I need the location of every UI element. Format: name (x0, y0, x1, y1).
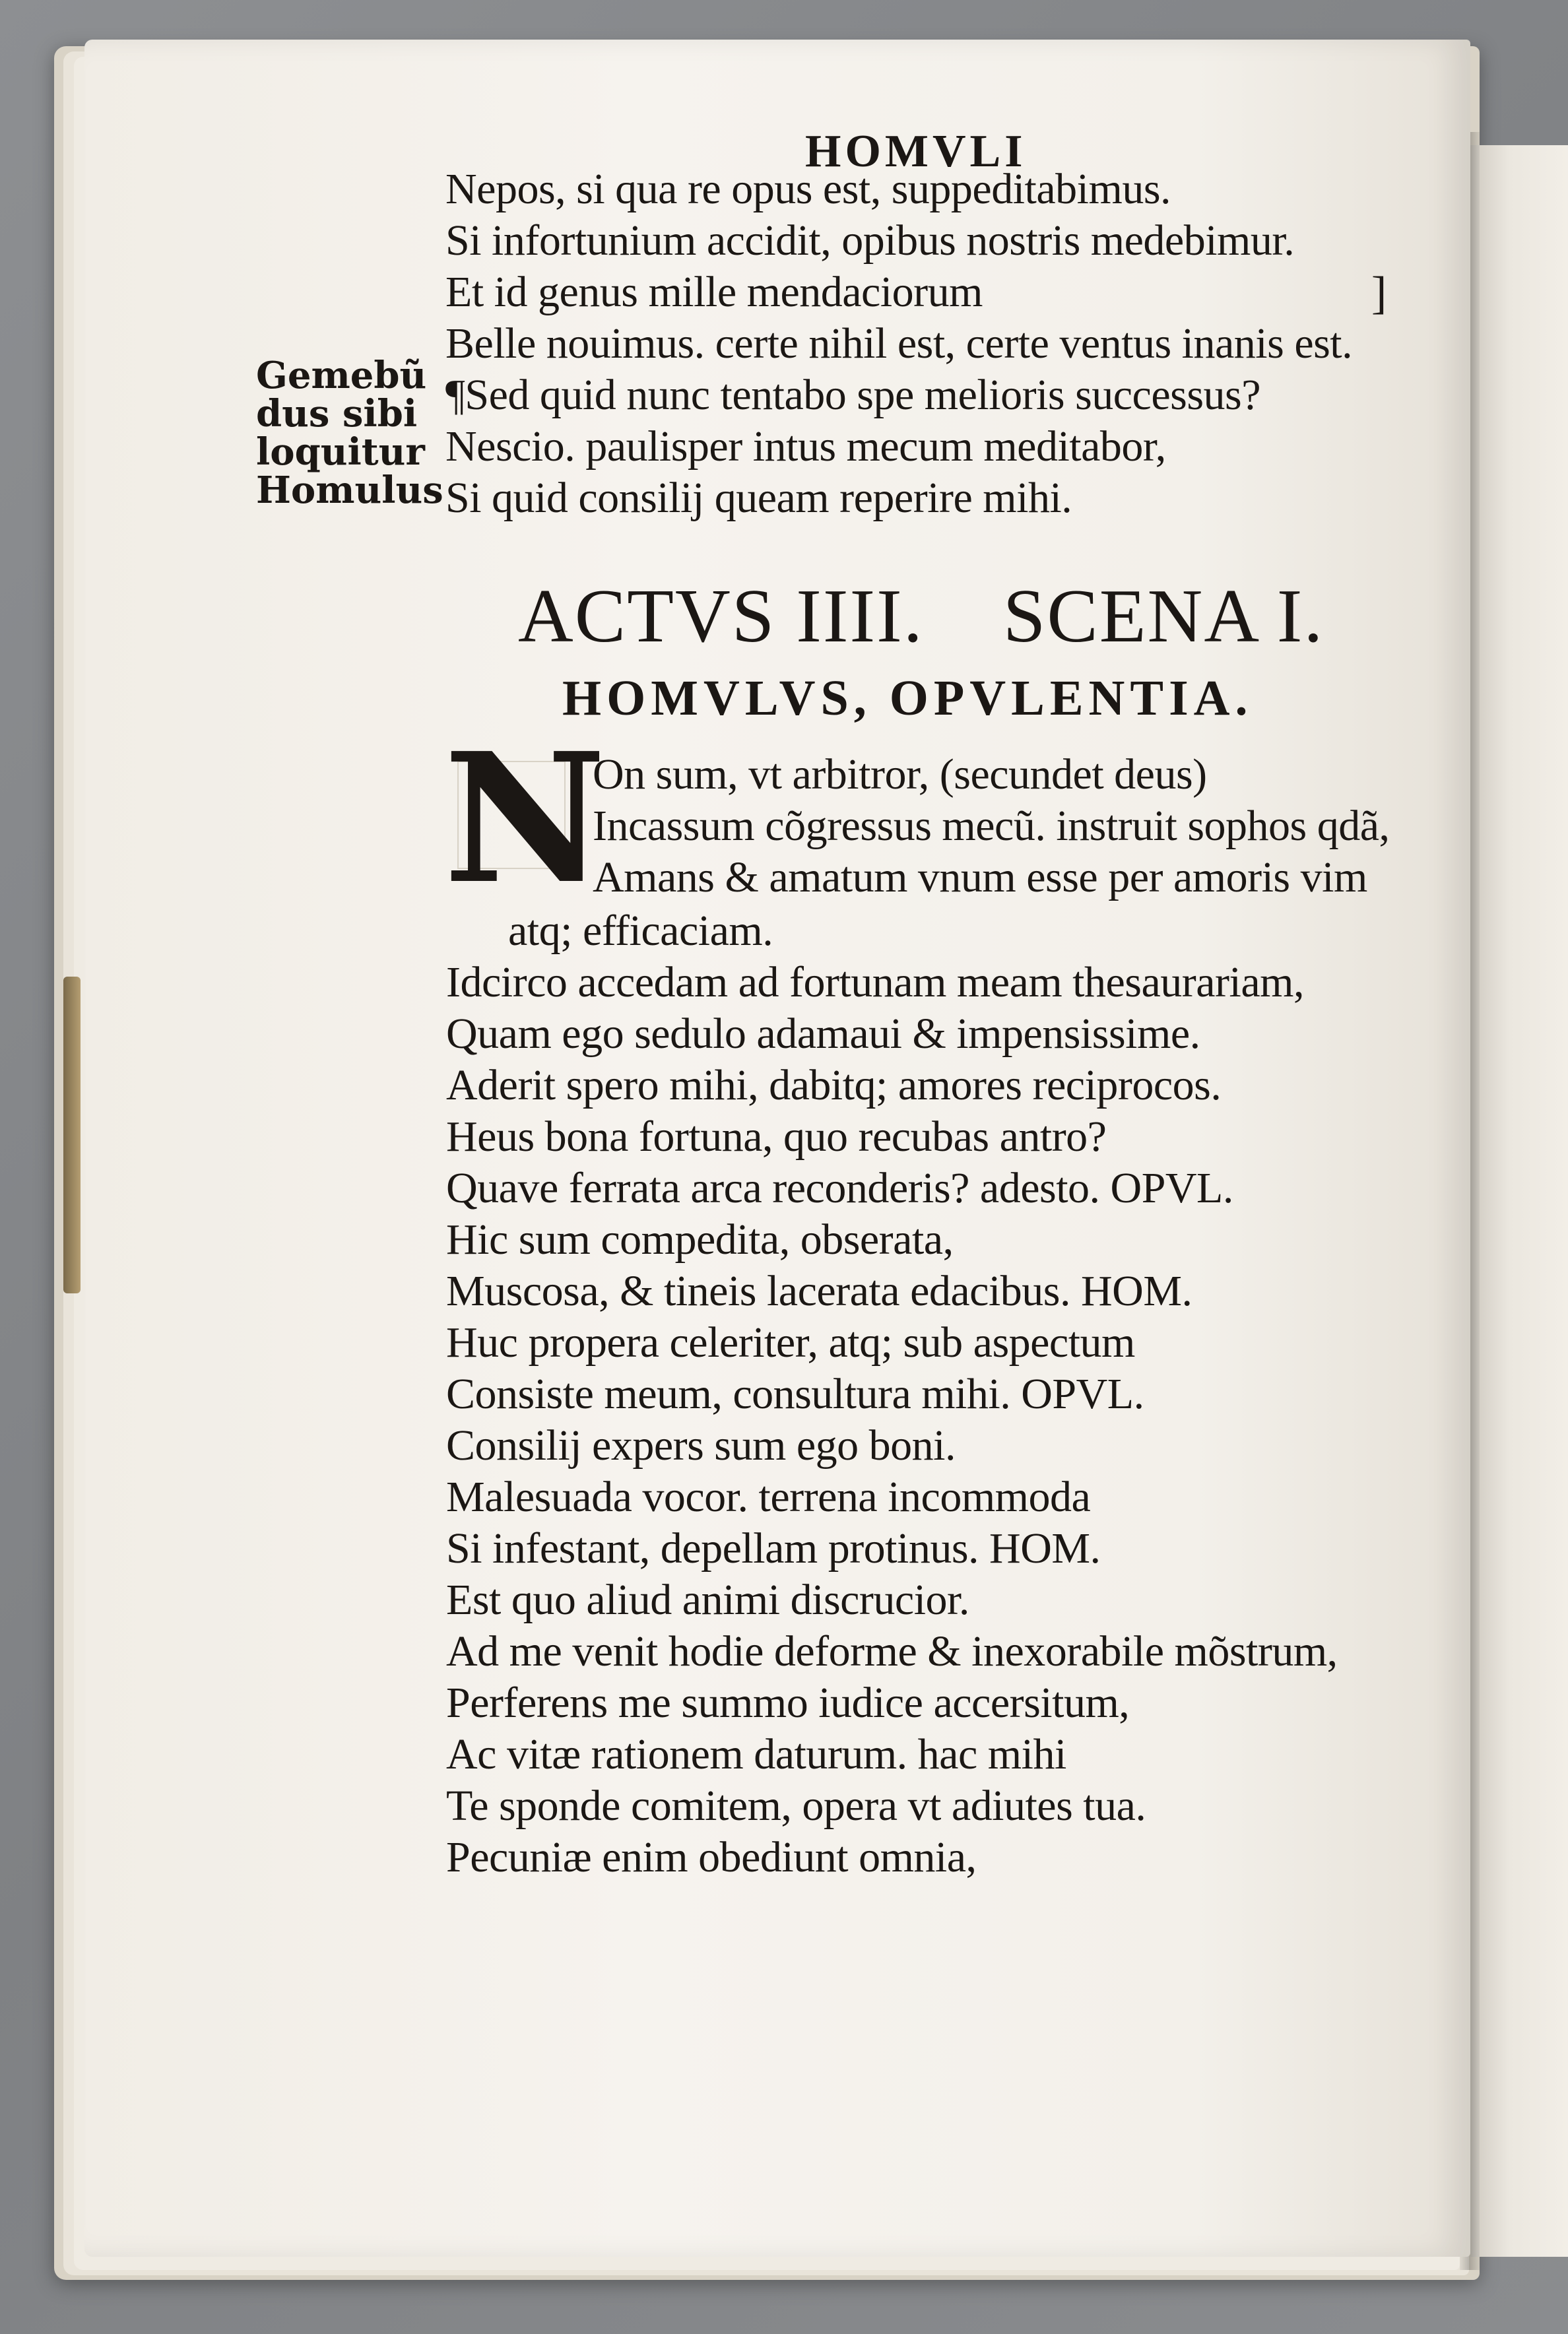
scene-line: Aderit spero mihi, dabitq; amores reciprocos. (446, 1061, 1222, 1109)
binding-tab (63, 977, 81, 1293)
scene-line: Si infestant, depellam protinus. HOM. (446, 1524, 1101, 1572)
verse-line: Belle nouimus. certe nihil est, certe ventus inanis est. (445, 319, 1353, 368)
scene-line: atq; efficaciam. (508, 907, 773, 955)
margin-note-line: Homulus (256, 469, 443, 512)
scene-opening (593, 749, 1390, 903)
scene-line: On sum, vt arbitror, (secundet deus) (593, 750, 1207, 798)
act-heading (518, 573, 1324, 661)
margin-note (256, 354, 443, 512)
scene-line: Hic sum compedita, obserata, (446, 1216, 954, 1264)
verse-line: Nescio. paulisper intus mecum meditabor, (445, 422, 1166, 470)
scene-line: Pecuniæ enim obediunt omnia, (446, 1833, 977, 1881)
verse-line: Et id genus mille mendaciorum (445, 268, 983, 316)
scene-line: Est quo aliud animi discrucior. (446, 1576, 969, 1624)
act-label: ACTVS IIII. (518, 574, 924, 659)
margin-note-line: loquitur (256, 430, 425, 474)
drop-cap: N (443, 713, 606, 923)
verse-line: Si infortunium accidit, opibus nostris medebimur. (445, 216, 1295, 265)
bracket-mark: ] (1371, 268, 1387, 319)
scene-line: Consiste meum, consultura mihi. OPVL. (446, 1370, 1144, 1418)
margin-note-line: dus sibi (256, 392, 418, 436)
scene-line: Perferens me summo iudice accersitum, (446, 1679, 1130, 1727)
scene-line: Incassum cõgressus mecũ. instruit sophos qdã, (593, 802, 1390, 850)
scene-line: Consilij expers sum ego boni. (446, 1421, 956, 1470)
scene-label: SCENA I. (1002, 574, 1324, 659)
scene-body (446, 957, 1338, 1883)
scene-line: Huc propera celeriter, atq; sub aspectum (446, 1318, 1135, 1367)
scene-line: Ad me venit hodie deforme & inexorabile mõstrum, (446, 1627, 1338, 1675)
speaker-list: HOMVLVS, OPVLENTIA. (562, 670, 1253, 726)
margin-note-line: Gemebũ (256, 354, 427, 397)
verse-line: Nepos, si qua re opus est, suppeditabimus. (445, 165, 1171, 213)
facing-page (1470, 145, 1568, 2257)
scene-line: Idcirco accedam ad fortunam meam thesaurariam, (446, 958, 1304, 1006)
scene-line: Muscosa, & tineis lacerata edacibus. HOM. (446, 1267, 1192, 1315)
scene-line: Malesuada vocor. terrena incommoda (446, 1473, 1091, 1521)
scene-line: Heus bona fortuna, quo recubas antro? (446, 1113, 1107, 1161)
scene-line: Amans & amatum vnum esse per amoris vim (593, 853, 1367, 901)
verse-line: ¶Sed quid nunc tentabo spe melioris successus? (445, 371, 1260, 419)
verse-line: Si quid consilij queam reperire mihi. (445, 474, 1072, 522)
scene-line: Te sponde comitem, opera vt adiutes tua. (446, 1782, 1146, 1830)
top-verse (445, 164, 1352, 524)
scene-line: Quave ferrata arca reconderis? adesto. OPVL. (446, 1164, 1233, 1212)
scene-line: Quam ego sedulo adamaui & impensissime. (446, 1010, 1200, 1058)
running-head: HOMVLI (805, 126, 1027, 177)
scene-line: Ac vitæ rationem daturum. hac mihi (446, 1730, 1066, 1778)
